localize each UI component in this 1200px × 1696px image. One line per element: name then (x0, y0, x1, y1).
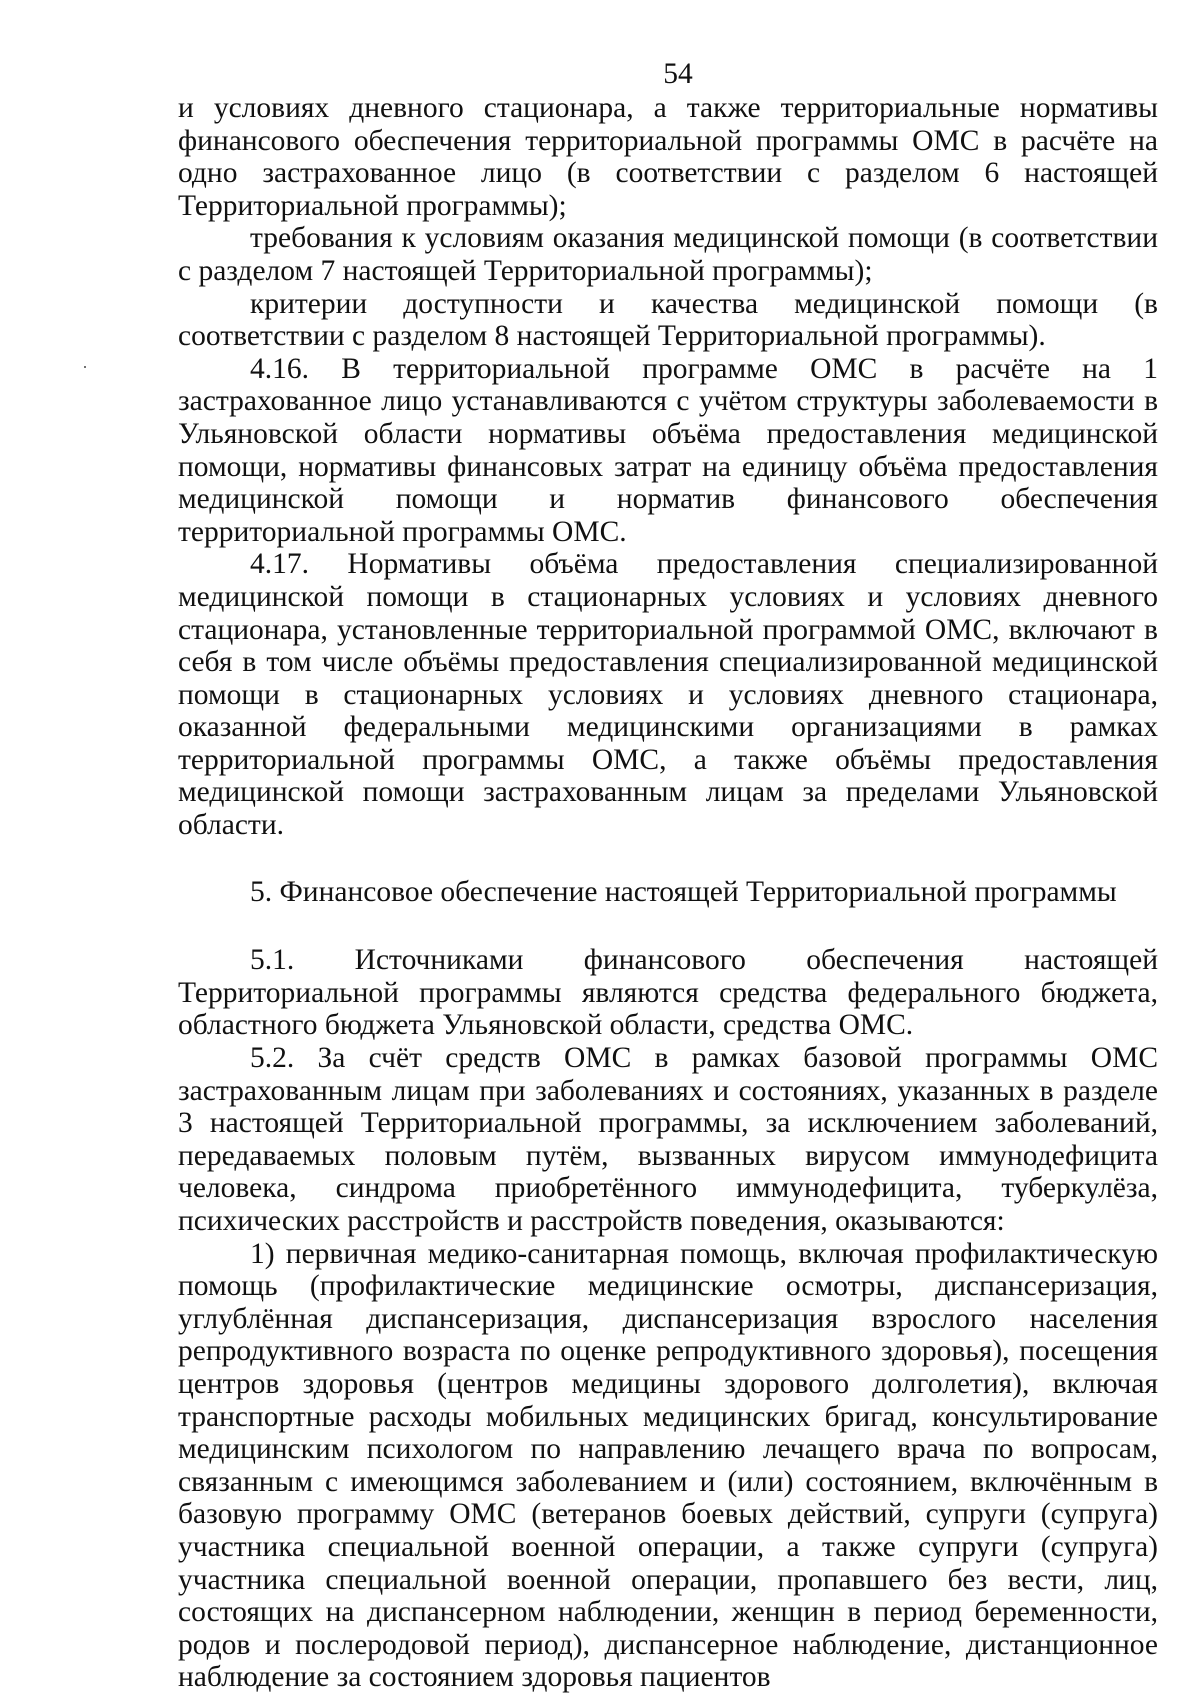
scan-speck (84, 366, 86, 368)
paragraph-requirements: требования к условиям оказания медицинской помощи (в соответствии с разделом 7 настоящей Территориальной программы); (178, 222, 1158, 287)
page-number: 54 (663, 58, 693, 90)
section-heading: 5. Финансовое обеспечение настоящей Территориальной программы (250, 875, 1117, 908)
paragraph-5-2: 5.2. За счёт средств ОМС в рамках базовой программы ОМС застрахованным лицам при заболеваниях и состояниях, указанных в разделе 3 настоящей Территориальной программы, за исключением заболеваний, передаваемых половым путём, вызванных вирусом иммунодефицита человека, синдрома приобретённого иммунодефицита, туберкулёза, психических расстройств и расстройств поведения, оказываются: (178, 1042, 1158, 1237)
paragraph-4-16: 4.16. В территориальной программе ОМС в расчёте на 1 застрахованное лицо устанавливаются с учётом структуры заболеваемости в Ульяновской области нормативы объёма предоставления медицинской помощи, нормативы финансовых затрат на единицу объёма предоставления медицинской помощи и норматив финансового обеспечения территориальной программы ОМС. (178, 352, 1158, 548)
document-page (178, 58, 1158, 1694)
paragraph-4-17: 4.17. Нормативы объёма предоставления специализированной медицинской помощи в стационарных условиях и условиях дневного стационара, установленные территориальной программой ОМС, включают в себя в том числе объёмы предоставления специализированной медицинской помощи в стационарных условиях и условиях дневного стационара, оказанной федеральными медицинскими организациями в рамках территориальной программы ОМС, а также объёмы предоставления медицинской помощи застрахованным лицам за пределами Ульяновской области. (178, 548, 1158, 842)
paragraph-5-1: 5.1. Источниками финансового обеспечения настоящей Территориальной программы являются средства федерального бюджета, областного бюджета Ульяновской области, средства ОМС. (178, 944, 1158, 1042)
paragraph-criteria: критерии доступности и качества медицинской помощи (в соответствии с разделом 8 настоящей Территориальной программы). (178, 287, 1158, 353)
paragraph-list-item-1: 1) первичная медико-санитарная помощь, включая профилактическую помощь (профилактические медицинские осмотры, диспансеризация, углублённая диспансеризация, диспансеризация взрослого населения репродуктивного возраста по оценке репродуктивного здоровья), посещения центров здоровья (центров медицины здорового долголетия), включая транспортные расходы мобильных медицинских бригад, консультирование медицинским психологом по направлению лечащего врача по вопросам, связанным с имеющимся заболеванием и (или) состоянием, включённым в базовую программу ОМС (ветеранов боевых действий, супруги (супруга) участника специальной военной операции, а также супруги (супруга) участника специальной военной операции, пропавшего без вести, лиц, состоящих на диспансерном наблюдении, женщин в период беременности, родов и послеродовой период), диспансерное наблюдение, дистанционное наблюдение за состоянием здоровья пациентов (178, 1237, 1158, 1694)
paragraph-continuation: и условиях дневного стационара, а также территориальные нормативы финансового обеспечения территориальной программы ОМС в расчёте на одно застрахованное лицо (в соответствии с разделом 6 настоящей Территориальной программы); (178, 92, 1158, 222)
